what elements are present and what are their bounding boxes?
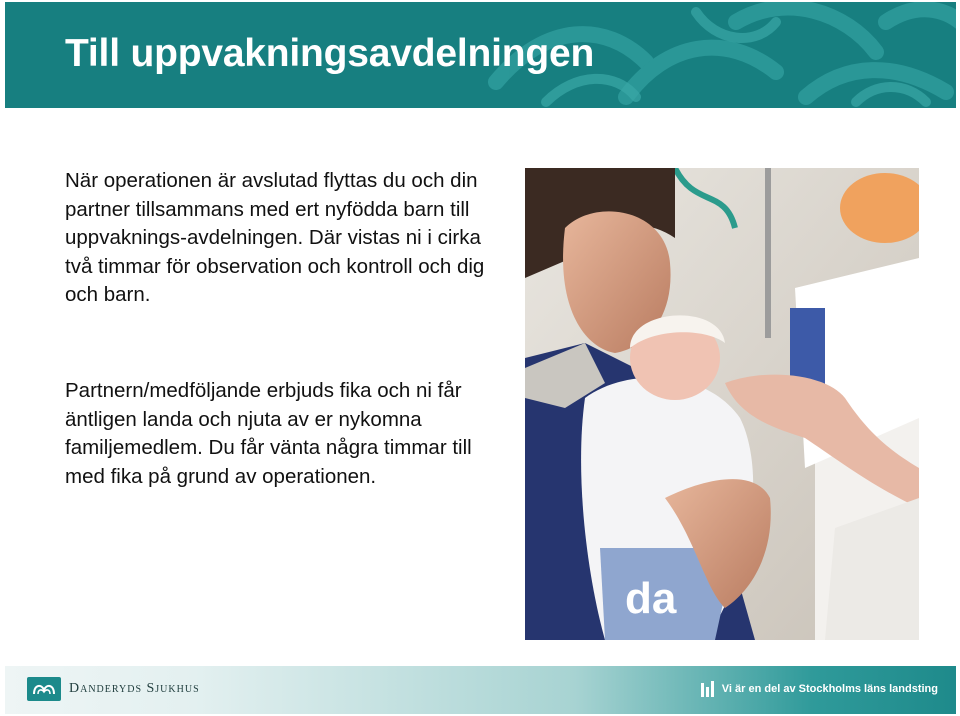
father-holding-newborn-photo xyxy=(525,168,919,640)
sll-tagline: Vi är en del av Stockholms läns landsting xyxy=(721,683,938,695)
danderyd-logo xyxy=(27,677,200,701)
footer-bar xyxy=(5,666,956,714)
sll-logo xyxy=(701,681,938,697)
paragraph-recovery-info: När operationen är avslutad flyttas du och din partner tillsammans med ert nyfödda barn till uppvaknings-avdelningen. Där vistas ni i cirka två timmar för observation och kontroll och dig och barn. xyxy=(65,169,485,306)
photo-illustration xyxy=(525,168,919,640)
paragraph-partner-info: Partnern/medföljande erbjuds fika och ni får äntligen landa och njuta av er nykomna familjemedlem. Du får vänta några timmar till med fika på grund av operationen. xyxy=(65,379,472,488)
page-title: Till uppvakningsavdelningen xyxy=(65,32,595,75)
hospital-name: Danderyds Sjukhus xyxy=(69,681,200,696)
header-banner xyxy=(5,2,956,108)
hospital-emblem-icon xyxy=(27,677,61,701)
blanket-text: da xyxy=(625,574,677,623)
sll-emblem-icon xyxy=(701,681,714,697)
